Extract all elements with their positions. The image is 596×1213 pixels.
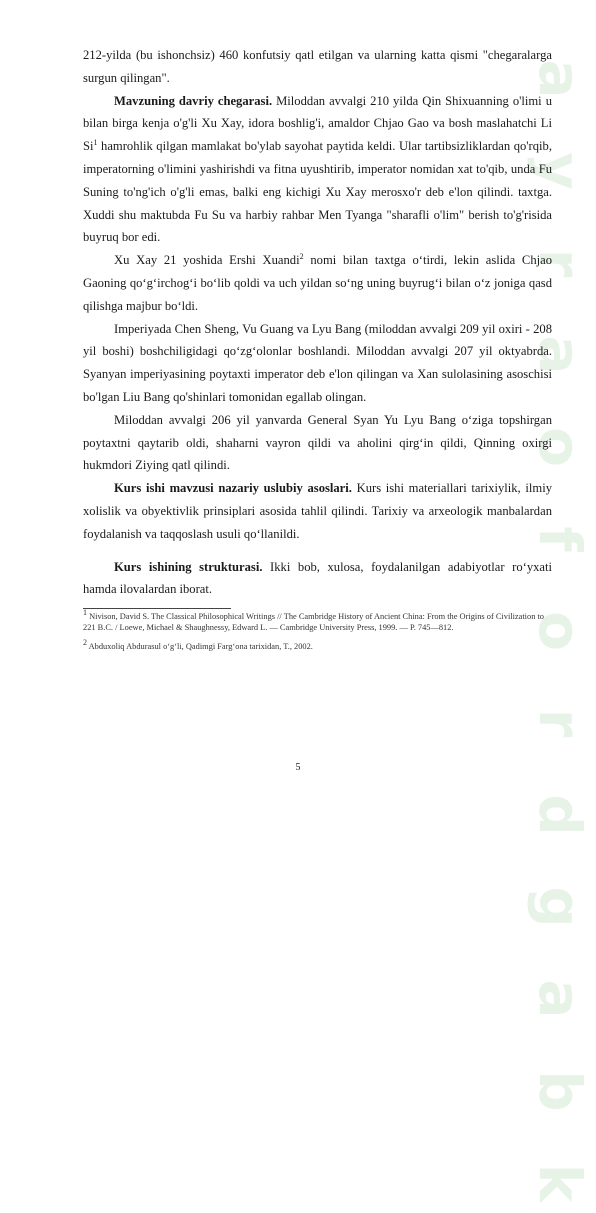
section-heading-methodology: Kurs ishi mavzusi nazariy uslubiy asoslari.	[114, 481, 352, 496]
watermark-glyph: g	[526, 886, 594, 928]
section-heading-structure: Kurs ishining strukturasi.	[114, 559, 263, 574]
watermark-glyph: r	[526, 708, 594, 738]
watermark-glyph: a	[526, 59, 594, 99]
footnote-2: $^2$ Abduxoliq Abdurasul o‘g‘li, Qadimgi Farg‘ona tarixidan, T., 2002.	[83, 638, 313, 652]
watermark-glyph: a	[526, 335, 594, 375]
paragraph-intro: 212-yilda (bu ishonchsiz) 460 konfutsiy qatl etilgan va ularning katta qismi "chegaralarga surgun qilingan".	[83, 48, 552, 85]
paragraph-xu-xay: Xu Xay 21 yoshida Ershi Xuandi$^2$ nomi bilan taxtga o‘tirdi, lekin aslida Chjao Gaoning qo‘g‘irchog‘i bo‘lib qoldi va uch yildan so‘ng uning buyrug‘i bilan o‘z joniga qasd qilishga majbur bo‘ldi.	[83, 251, 552, 313]
footnote-1: $^1$ Nivison, David S. The Classical Philosophical Writings // The Cambridge History of Ancient China: From the Origins of Civilization to 221 B.C. / Loewe, Michael & Shaughnessy, Edward L. — Cambridge University Press, 1999. — P. 745—812.	[83, 608, 544, 632]
section-heading-period: Mavzuning davriy chegarasi.	[114, 93, 273, 108]
paragraph-period-boundary: Mavzuning davriy chegarasi. Miloddan avvalgi 210 yilda Qin Shixuanning o'limi u bilan birga kenja o'g'li Xu Xay, idora boshlig'i, amaldor Chjao Gao va bosh maslahatchi Li Si$^1$ hamrohlik qilgan mamlakat bo'ylab sayohat paytida keldi. Ular tartibsizliklardan qo'rqib, imperatorning o'limini yashirishdi va fitna uyushtirib, imperator nomidan xat to'qib, unda Fu Suning to'ng'ich o'g'li emas, balki eng kichigi Xu Xay merosxo'r deb e'lon qilindi. taxtga. Xuddi shu maktubda Fu Su va harbiy rahbar Men Tyanga "sharafli o'lim" berish to'g'risida buyruq bor edi.	[83, 93, 552, 245]
footnote-ref-2[interactable]: 2	[299, 251, 304, 261]
paragraph-uprisings: Imperiyada Chen Sheng, Vu Guang va Lyu Bang (miloddan avvalgi 209 yil oxiri - 208 yil boshi) boshchiligidagi qo‘zg‘olonlar boshlandi. Miloddan avvalgi 207 yil oktyabrda. Syanyan imperiyasining poytaxti imperator deb e'lon qilingan va Xan sulolasining asoschisi bo'lgan Liu Bang qo'shinlari tomonidan egallab olingan.	[83, 321, 552, 404]
footnote-divider	[83, 608, 231, 609]
watermark-glyph: k	[526, 1163, 594, 1203]
paragraph-syan-yu: Miloddan avvalgi 206 yil yanvarda General Syan Yu Lyu Bang o‘ziga topshirgan poytaxtni qaytarib oldi, shaharni vayron qildi va aholini qirg‘in qildi, Qinning oxirgi hukmdori Ziying qatl qilindi.	[83, 412, 552, 473]
watermark-glyph: y	[526, 152, 594, 190]
watermark-glyph: b	[526, 1070, 594, 1112]
watermark-glyph: o	[526, 427, 594, 467]
document-page	[83, 44, 552, 653]
watermark-glyph: r	[526, 248, 594, 278]
paragraph-methodology: Kurs ishi mavzusi nazariy uslubiy asoslari. Kurs ishi materiallari tarixiylik, ilmiy xolislik va obyektivlik prinsiplari asosida tahlil qilindi. Tarixiy va arxeologik manbalardan foydalanish va taqqoslash usuli qo‘llanildi.	[83, 481, 552, 541]
footnote-ref-1[interactable]: 1	[93, 138, 98, 147]
watermark-glyph: f	[526, 526, 594, 552]
paragraph-structure: Kurs ishining strukturasi. Ikki bob, xulosa, foydalanilgan adabiyotlar ro‘yxati hamda ilovalardan iborat.	[83, 559, 552, 597]
watermark-glyph: d	[526, 794, 594, 836]
watermark-glyph: o	[526, 611, 594, 651]
page-number: 5	[295, 762, 301, 773]
watermark-glyph: a	[526, 979, 594, 1019]
